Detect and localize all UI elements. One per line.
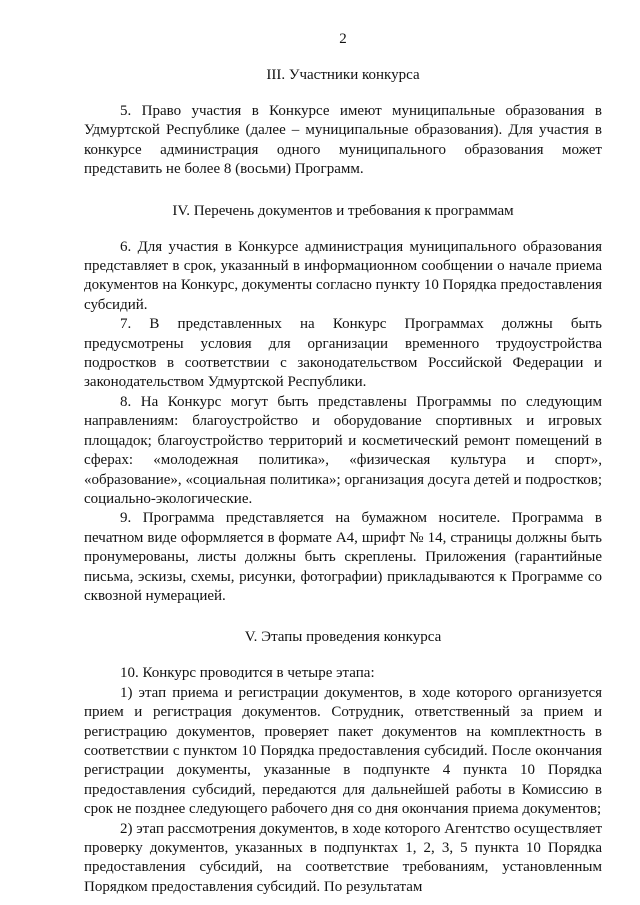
paragraph-7: 7. В представленных на Конкурс Программах должны быть предусмотрены условия для организации временного трудоустройства подростков в соответствии с законодательством Российской Федерации и законодательством Удмуртской Республики. (84, 316, 602, 391)
section-heading-stages: V. Этапы проведения конкурса (244, 629, 442, 646)
spacer (84, 606, 602, 628)
paragraph-9: 9. Программа представляется на бумажном носителе. Программа в печатном виде оформляется в формате А4, шрифт № 14, страницы должны быть пронумерованы, листы должны быть скреплены. Приложения (гарантийные письма, эскизы, схемы, рисунки, фотографии) прикладываются к Программе со сквозной нумерацией. (84, 510, 602, 604)
spacer (84, 84, 602, 102)
paragraph-6: 6. Для участия в Конкурсе администрация муниципального образования представляет в срок, указанный в информационном сообщении о начале приема документов на Конкурс, документы согласно пункту 10 Порядка предоставления субсидий. (84, 238, 602, 313)
document-page (84, 30, 602, 897)
paragraph-5: 5. Право участия в Конкурсе имеют муниципальные образования в Удмуртской Республике (далее – муниципальные образования). Для участия в конкурсе администрация одного муниципального образования может представить не более 8 (восьми) Программ. (84, 103, 602, 178)
spacer (84, 646, 602, 664)
paragraph-10: 10. Конкурс проводится в четыре этапа: (120, 665, 375, 682)
spacer (84, 220, 602, 238)
paragraph-10-stage-2: 2) этап рассмотрения документов, в ходе которого Агентство осуществляет проверку документов, указанных в подпунктах 1, 2, 3, 5 пункта 10 Порядка предоставления субсидий, на соответствие требованиям, установленным Порядком предоставления субсидий. По результатам (84, 820, 602, 895)
page-number: 2 (339, 31, 347, 47)
section-heading-documents: IV. Перечень документов и требования к программам (172, 202, 514, 219)
paragraph-10-stage-1: 1) этап приема и регистрации документов, в ходе которого организуется прием и регистрация документов. Сотрудник, ответственный за прием и регистрацию документов, проверяет пакет документов на комплектность в соответствии с пунктом 10 Порядка предоставления субсидий. После окончания регистрации документы, указанные в подпункте 4 пункта 10 Порядка предоставления субсидий, передаются для дальнейшей работы в Комиссию в срок не позднее следующего рабочего дня со дня окончания приема документов; (84, 684, 602, 818)
paragraph-8: 8. На Конкурс могут быть представлены Программы по следующим направлениям: благоустройство и оборудование спортивных и игровых площадок; благоустройство территорий и косметический ремонт помещений в сферах: «молодежная политика», «физическая культура и спорт», «образование», «социальная политика»; организация досуга детей и подростков; социально-экологические. (84, 393, 602, 507)
section-heading-participants: III. Участники конкурса (266, 67, 420, 83)
spacer (84, 180, 602, 202)
